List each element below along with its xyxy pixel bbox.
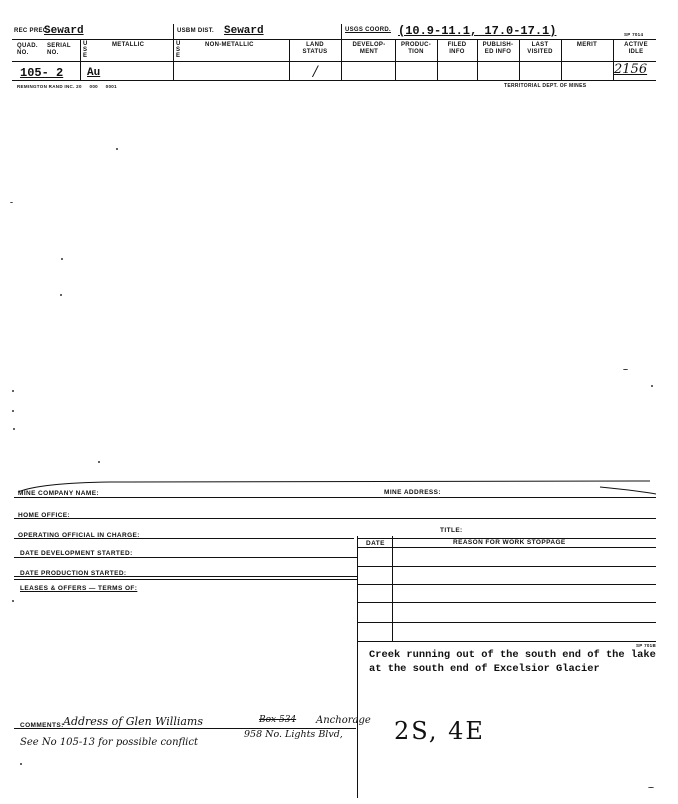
usgs-coord-label: USGS COORD.	[345, 27, 391, 33]
comments-line2: 958 No. Lights Blvd,	[244, 729, 343, 740]
col-serial-no: SERIAL NO.	[47, 43, 71, 56]
col-active-idle: ACTIVE IDLE	[624, 42, 648, 55]
col-non-metallic: NON-METALLIC	[205, 42, 254, 48]
handwritten-code: 2S, 4E	[394, 717, 485, 745]
form-number-bottom: SP 701B	[636, 643, 657, 648]
usbm-dist-label: USBM DIST.	[177, 28, 215, 34]
comments-line3: See No 105-13 for possible conflict	[20, 737, 198, 748]
mine-address-label: MINE ADDRESS:	[384, 489, 441, 496]
rec-prec-label: REC PREC.	[14, 28, 50, 34]
col-merit: MERIT	[576, 42, 598, 48]
printer-credit: REMINGTON RAND INC. 20 000 0001	[17, 84, 117, 89]
form-number-top: SP 7014	[624, 32, 644, 37]
land-status-mark: /	[313, 64, 318, 80]
mine-company-name-label: MINE COMPANY NAME:	[18, 490, 99, 497]
col-development: DEVELOP-MENT	[352, 42, 386, 55]
location-note: Creek running out of the south end of the lake at the south end of Excelsior Glacier	[369, 649, 656, 675]
active-idle-value: 2156	[614, 62, 648, 77]
col-quad-no: QUAD. NO.	[17, 43, 38, 56]
reason-work-stoppage-label: REASON FOR WORK STOPPAGE	[453, 539, 566, 546]
col-published-info: PUBLISH-ED INFO	[482, 42, 514, 55]
operating-official-label: OPERATING OFFICIAL IN CHARGE:	[18, 532, 140, 539]
rec-prec-value: Seward	[44, 25, 84, 37]
col-land-status: LAND STATUS	[302, 42, 328, 55]
comments-strike: Box 534	[259, 715, 297, 725]
date-production-label: DATE PRODUCTION STARTED:	[20, 570, 127, 577]
metallic-value: Au	[87, 67, 101, 79]
comments-label: COMMENTS:	[20, 722, 64, 729]
col-use-metallic: U S E	[83, 41, 88, 59]
comments-line1: Address of Glen Williams	[63, 715, 203, 728]
home-office-label: HOME OFFICE:	[18, 512, 71, 519]
comments-line1-end: Anchorage	[316, 715, 371, 726]
col-production: PRODUC-TION	[400, 42, 432, 55]
torn-edge-lines	[0, 468, 678, 498]
quad-serial-value: 105- 2	[20, 66, 64, 80]
col-metallic: METALLIC	[112, 42, 145, 48]
title-label: TITLE:	[440, 527, 463, 534]
col-use-nonmetallic: U S E	[176, 41, 181, 59]
leases-offers-label: LEASES & OFFERS — TERMS OF:	[20, 585, 138, 592]
usgs-coord-value: (10.9-11.1, 17.0-17.1)	[398, 24, 557, 38]
territorial-dept: TERRITORIAL DEPT. OF MINES	[504, 83, 587, 89]
col-last-visited: LAST VISITED	[527, 42, 553, 55]
date-development-label: DATE DEVELOPMENT STARTED:	[20, 550, 133, 557]
col-filed-info: FILED INFO	[447, 42, 467, 55]
date-column-label: DATE	[366, 540, 385, 547]
usbm-dist-value: Seward	[224, 25, 264, 37]
